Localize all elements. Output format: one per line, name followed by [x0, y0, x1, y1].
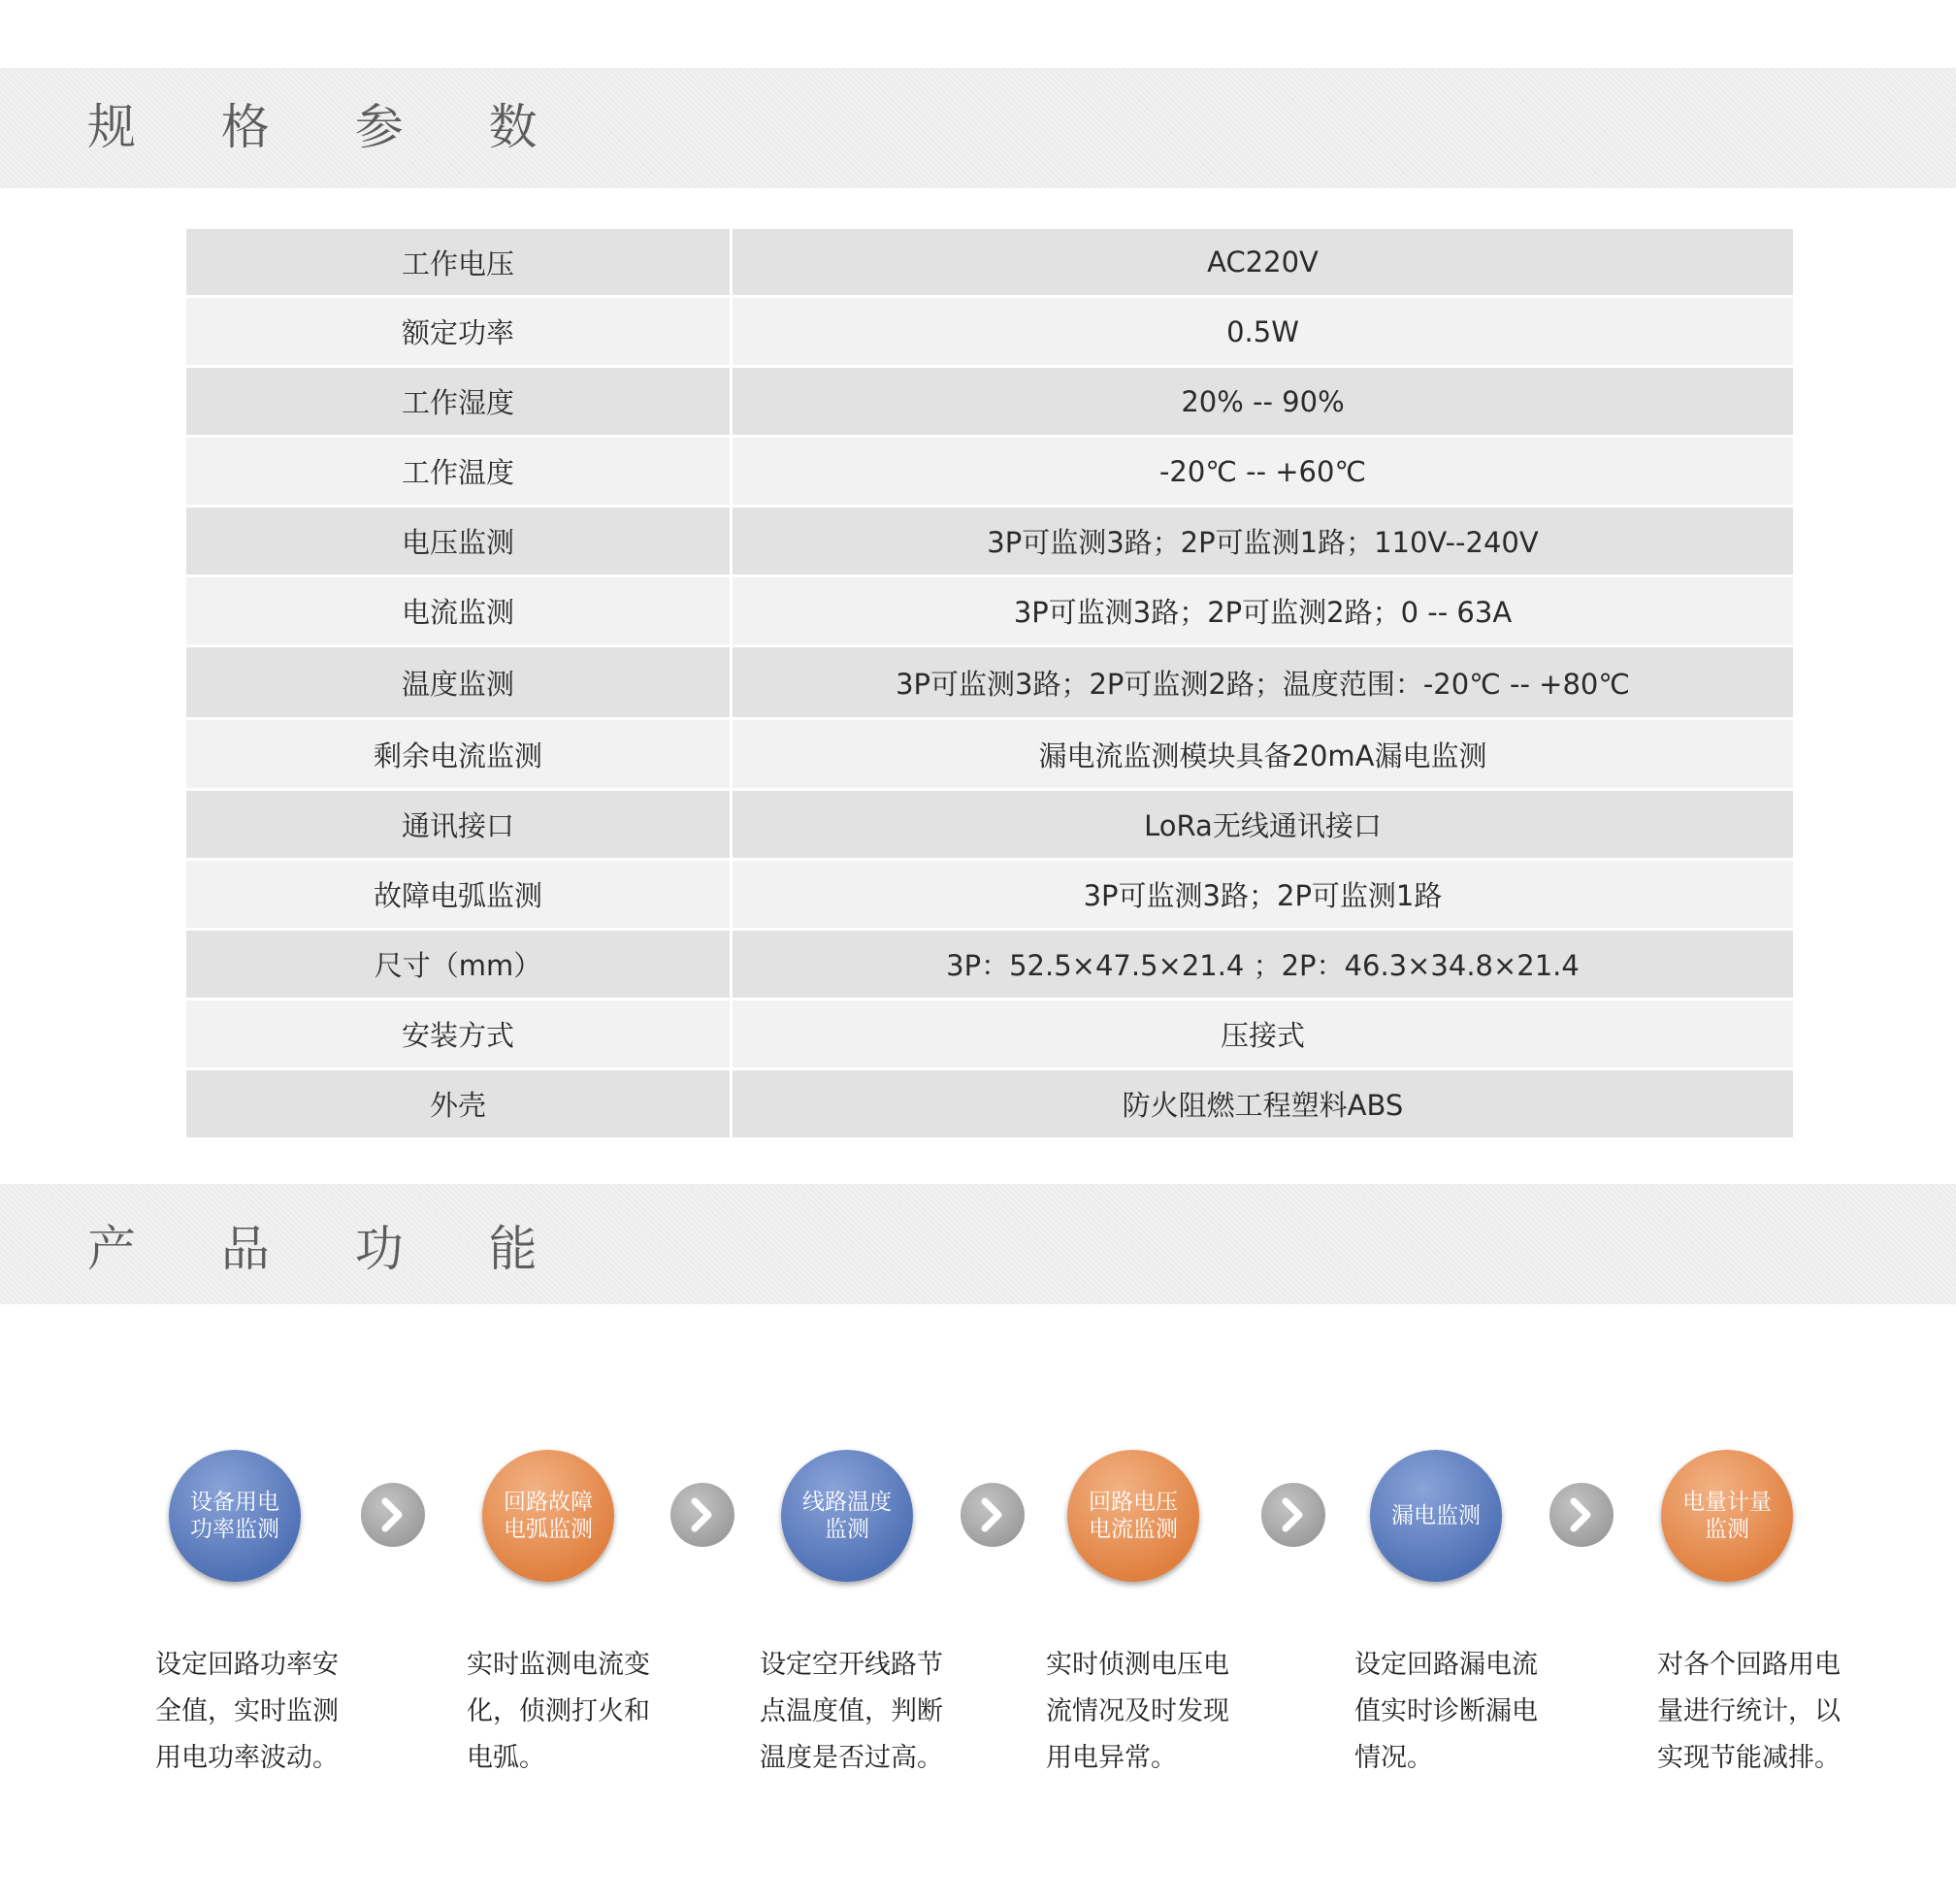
spec-value: 3P可监测3路；2P可监测1路；110V--240V: [733, 508, 1793, 574]
feature-description: 实时监测电流变化，侦测打火和电弧。: [467, 1650, 650, 1773]
feature-description: 对各个回路用电量进行统计，以实现节能减排。: [1657, 1650, 1841, 1773]
spec-table: [186, 229, 1793, 1140]
spec-value: 漏电流监测模块具备20mA漏电监测: [733, 720, 1793, 788]
spec-label: 工作温度: [186, 438, 730, 505]
spec-value: 防火阻燃工程塑料ABS: [733, 1070, 1793, 1137]
feature-description: 设定空开线路节点温度值，判断温度是否过高。: [760, 1650, 943, 1773]
feature-circle-power: 设备用电 功率监测: [169, 1450, 301, 1582]
spec-label: 额定功率: [186, 298, 730, 365]
spec-label: 故障电弧监测: [186, 861, 730, 928]
spec-label: 工作电压: [186, 229, 730, 295]
spec-row: [186, 368, 1793, 435]
spec-row: [186, 720, 1793, 788]
spec-label: 工作湿度: [186, 368, 730, 435]
spec-value: 0.5W: [733, 298, 1793, 365]
spec-label: 外壳: [186, 1070, 730, 1137]
spec-value: 20% -- 90%: [733, 368, 1793, 435]
spec-row: [186, 931, 1793, 998]
spec-value: 3P：52.5×47.5×21.4 ；2P：46.3×34.8×21.4: [733, 931, 1793, 998]
spec-label: 尺寸（mm）: [186, 931, 730, 998]
spec-section-title: 规 格 参 数: [87, 99, 572, 155]
spec-value: 3P可监测3路；2P可监测1路: [733, 861, 1793, 928]
spec-value: 压接式: [733, 1001, 1793, 1067]
spec-value: LoRa无线通讯接口: [733, 791, 1793, 858]
spec-value: 3P可监测3路；2P可监测2路；0 -- 63A: [733, 577, 1793, 644]
spec-row: [186, 791, 1793, 858]
feature-circle-arc: 回路故障 电弧监测: [482, 1450, 614, 1582]
spec-label: 电流监测: [186, 577, 730, 644]
spec-label: 温度监测: [186, 647, 730, 717]
chevron-right-icon: [1261, 1483, 1325, 1547]
spec-row: [186, 577, 1793, 644]
feature-description: 实时侦测电压电流情况及时发现用电异常。: [1046, 1650, 1229, 1773]
spec-row: [186, 298, 1793, 365]
spec-row: [186, 1001, 1793, 1067]
chevron-right-icon: [1549, 1483, 1614, 1547]
chevron-right-icon: [670, 1483, 734, 1547]
feature-circle-temperature: 线路温度 监测: [781, 1450, 913, 1582]
feature-circle-leakage: 漏电监测: [1370, 1450, 1502, 1582]
chevron-right-icon: [961, 1483, 1025, 1547]
spec-row: [186, 508, 1793, 574]
func-section-title: 产 品 功 能: [87, 1221, 572, 1277]
chevron-right-icon: [361, 1483, 425, 1547]
spec-row: [186, 1070, 1793, 1137]
spec-row: [186, 229, 1793, 295]
spec-section-header: [0, 68, 1956, 188]
spec-value: AC220V: [733, 229, 1793, 295]
spec-value: -20℃ -- +60℃: [733, 438, 1793, 505]
feature-description: 设定回路漏电流值实时诊断漏电情况。: [1354, 1650, 1538, 1773]
feature-circle-energy: 电量计量 监测: [1661, 1450, 1793, 1582]
spec-row: [186, 647, 1793, 717]
spec-row: [186, 861, 1793, 928]
spec-label: 电压监测: [186, 508, 730, 574]
spec-label: 剩余电流监测: [186, 720, 730, 788]
spec-label: 通讯接口: [186, 791, 730, 858]
spec-label: 安装方式: [186, 1001, 730, 1067]
spec-value: 3P可监测3路；2P可监测2路；温度范围：-20℃ -- +80℃: [733, 647, 1793, 717]
feature-circle-voltage-current: 回路电压 电流监测: [1067, 1450, 1199, 1582]
func-section-header: [0, 1184, 1956, 1304]
spec-row: [186, 438, 1793, 505]
feature-description: 设定回路功率安全值，实时监测用电功率波动。: [155, 1650, 339, 1773]
